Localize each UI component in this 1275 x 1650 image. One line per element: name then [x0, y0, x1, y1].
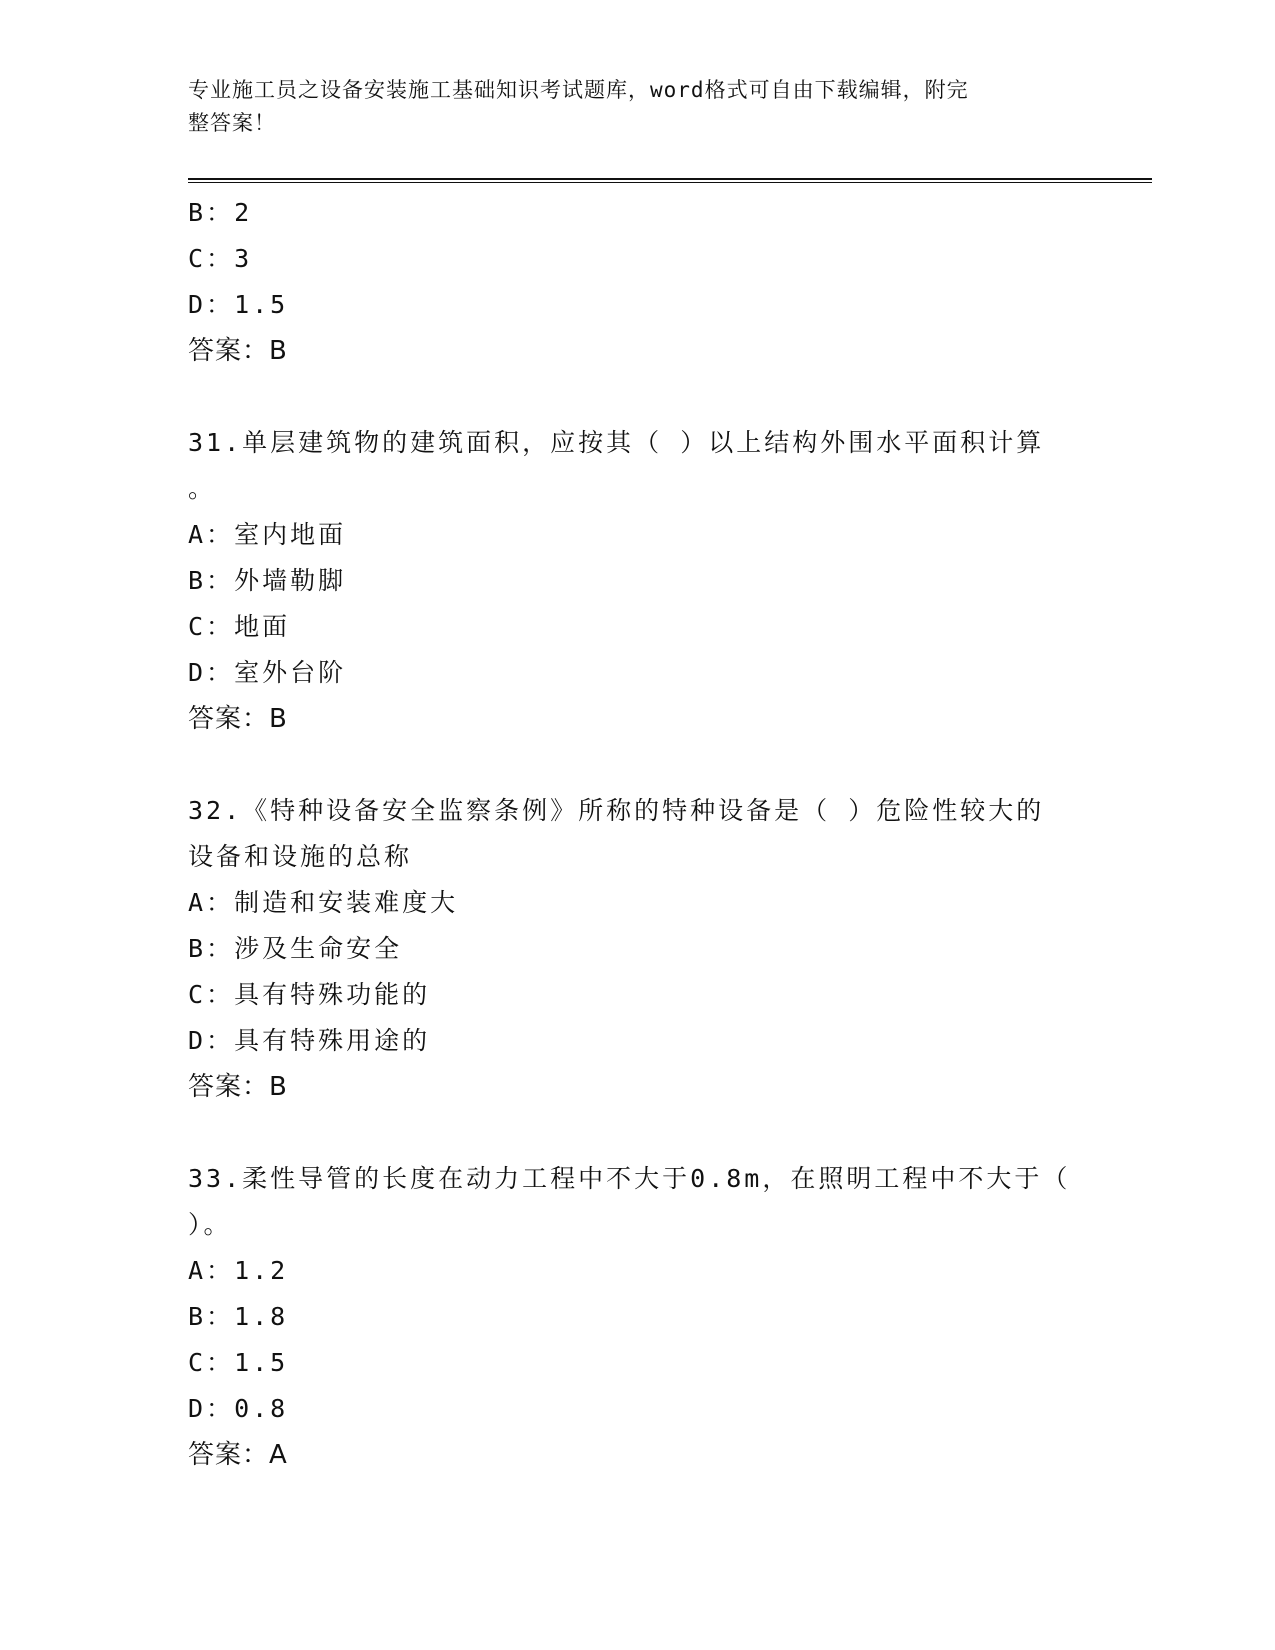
- option-c: [188, 972, 1088, 1018]
- option-d: [188, 1018, 1088, 1064]
- option-label: C：: [188, 1348, 235, 1377]
- question-text-line-2: 。: [188, 474, 217, 503]
- option-label: A：: [188, 1256, 235, 1285]
- option-text: 0.8: [234, 1394, 289, 1423]
- option-label: D：: [188, 1394, 235, 1423]
- option-b: [188, 1294, 1088, 1340]
- question-text-line-1: 31.单层建筑物的建筑面积，应按其（ ）以上结构外围水平面积计算: [188, 428, 1045, 457]
- option-c: [188, 1340, 1088, 1386]
- option-text: 室内地面: [234, 520, 347, 549]
- option-label: A：: [188, 888, 235, 917]
- option-a: [188, 1248, 1088, 1294]
- option-label: C：: [188, 612, 235, 641]
- option-label: A：: [188, 520, 235, 549]
- document-body: [188, 190, 1088, 1478]
- option-text: 制造和安装难度大: [234, 888, 459, 917]
- option-label: D：: [188, 658, 235, 687]
- option-label: B：: [188, 1302, 235, 1331]
- header-rule-thin: [188, 182, 1152, 183]
- option-text: 外墙勒脚: [234, 566, 347, 595]
- answer: 答案：A: [188, 1440, 288, 1470]
- option-label: C：: [188, 244, 235, 273]
- header-line-2: 整答案！: [188, 111, 276, 135]
- option-label: D：: [188, 1026, 235, 1055]
- question-text-line-2: 设备和设施的总称: [188, 842, 413, 871]
- page-header: [188, 74, 1068, 140]
- option-label: D：: [188, 290, 235, 319]
- option-text: 1.5: [234, 1348, 289, 1377]
- option-text: 1.2: [234, 1256, 289, 1285]
- spacer: [188, 1110, 1088, 1156]
- option-c: [188, 604, 1088, 650]
- answer: 答案：B: [188, 704, 288, 734]
- question-text-line-1: 33.柔性导管的长度在动力工程中不大于0.8m，在照明工程中不大于（: [188, 1164, 1071, 1193]
- option-b: [188, 926, 1088, 972]
- question-32: [188, 788, 1088, 1110]
- option-d: [188, 1386, 1088, 1432]
- option-b: [188, 558, 1088, 604]
- option-label: B：: [188, 934, 235, 963]
- option-text: 1.8: [234, 1302, 289, 1331]
- option-text: 地面: [234, 612, 291, 641]
- option-c: [188, 236, 1088, 282]
- option-text: 具有特殊功能的: [234, 980, 431, 1009]
- option-text: 1.5: [234, 290, 289, 319]
- option-b: [188, 190, 1088, 236]
- header-line-1: 专业施工员之设备安装施工基础知识考试题库，word格式可自由下载编辑，附完: [188, 78, 969, 102]
- option-a: [188, 880, 1088, 926]
- option-label: B：: [188, 566, 235, 595]
- prev-question: [188, 190, 1088, 374]
- option-a: [188, 512, 1088, 558]
- option-label: B：: [188, 198, 235, 227]
- option-text: 2: [234, 198, 253, 227]
- option-text: 具有特殊用途的: [234, 1026, 431, 1055]
- option-text: 3: [234, 244, 253, 273]
- header-rule-thick: [188, 178, 1152, 180]
- option-text: 室外台阶: [234, 658, 347, 687]
- option-d: [188, 650, 1088, 696]
- spacer: [188, 742, 1088, 788]
- question-33: [188, 1156, 1088, 1478]
- option-text: 涉及生命安全: [234, 934, 403, 963]
- answer: 答案：B: [188, 336, 288, 366]
- question-31: [188, 420, 1088, 742]
- spacer: [188, 374, 1088, 420]
- answer: 答案：B: [188, 1072, 288, 1102]
- question-text-line-2: ）。: [188, 1210, 232, 1239]
- question-text-line-1: 32.《特种设备安全监察条例》所称的特种设备是（ ）危险性较大的: [188, 796, 1045, 825]
- option-d: [188, 282, 1088, 328]
- option-label: C：: [188, 980, 235, 1009]
